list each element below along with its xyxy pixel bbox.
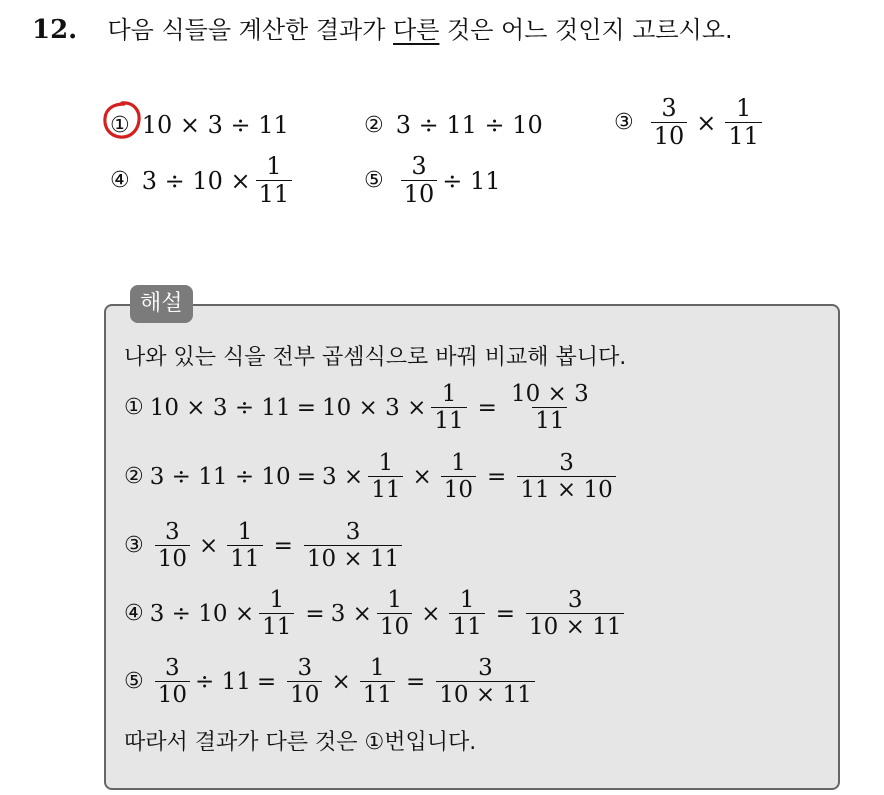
equals-sign: = bbox=[296, 394, 316, 421]
solution-conclusion bbox=[124, 725, 476, 756]
solution-line-5-fraction-b bbox=[360, 656, 395, 707]
fraction-denominator: 10 bbox=[651, 122, 688, 149]
choice-1-expression: 10 × 3 ÷ 11 bbox=[141, 111, 289, 139]
fraction-numerator: 3 bbox=[345, 519, 361, 545]
solution-line-4-fraction-a bbox=[377, 588, 412, 639]
fraction-numerator: 1 bbox=[370, 655, 385, 681]
fraction-numerator: 1 bbox=[269, 587, 285, 613]
solution-line-5-lhs: ÷ 11 bbox=[195, 668, 251, 695]
question-text-after: 것은 어느 것인지 고르시오. bbox=[439, 16, 733, 44]
solution-conclusion-text: 따라서 결과가 다른 것은 ①번입니다. bbox=[124, 730, 477, 755]
solution-line-3-fraction-b bbox=[227, 520, 262, 571]
fraction-denominator: 10 × 11 bbox=[436, 681, 534, 707]
solution-line-1-fraction bbox=[431, 382, 466, 433]
fraction-numerator: 3 bbox=[165, 655, 180, 681]
fraction-denominator: 10 × 11 bbox=[526, 613, 624, 639]
fraction-numerator: 1 bbox=[451, 450, 466, 476]
choice-3-number: ③ bbox=[614, 110, 634, 136]
fraction-numerator: 3 bbox=[661, 94, 677, 122]
fraction-numerator: 3 bbox=[297, 655, 313, 681]
fraction-denominator: 10 bbox=[287, 681, 322, 707]
solution-line-5-number: ⑤ bbox=[124, 669, 144, 695]
fraction-denominator: 11 bbox=[259, 613, 294, 639]
equals-sign: = bbox=[406, 668, 426, 695]
solution-line-2-fraction-a bbox=[368, 451, 403, 502]
fraction-numerator: 1 bbox=[441, 381, 457, 407]
solution-line-1-mid: 10 × 3 × bbox=[321, 394, 427, 421]
solution-line-4-fraction-0 bbox=[259, 588, 294, 639]
solution-line-4 bbox=[124, 588, 629, 639]
fraction-denominator: 11 bbox=[449, 613, 484, 639]
solution-line-2-mid: 3 × bbox=[321, 463, 364, 490]
solution-intro-text: 나와 있는 식을 전부 곱셈식으로 바꿔 비교해 봅니다. bbox=[124, 345, 627, 370]
question-text bbox=[108, 16, 733, 44]
equals-sign: = bbox=[273, 532, 293, 559]
fraction-denominator: 10 bbox=[377, 613, 412, 639]
choice-3-fraction-b bbox=[725, 96, 762, 149]
equals-sign: = bbox=[305, 600, 325, 627]
fraction-denominator: 10 × 11 bbox=[304, 545, 402, 571]
fraction-denominator: 10 bbox=[441, 476, 476, 502]
fraction-numerator: 10 × 3 bbox=[510, 381, 589, 407]
solution-line-2-fraction-b bbox=[441, 451, 476, 502]
choice-5-fraction bbox=[401, 154, 438, 207]
choice-2-number: ② bbox=[364, 112, 384, 138]
multiply-operator: × bbox=[412, 463, 432, 490]
solution-line-2-result bbox=[517, 451, 615, 502]
fraction-numerator: 1 bbox=[266, 152, 282, 180]
equals-sign: = bbox=[487, 463, 507, 490]
solution-line-2-lhs: 3 ÷ 11 ÷ 10 bbox=[149, 463, 291, 490]
multiply-operator: × bbox=[199, 532, 219, 559]
question-text-before: 다음 식들을 계산한 결과가 bbox=[107, 16, 394, 44]
equals-sign: = bbox=[495, 600, 516, 627]
choice-1-number: ① bbox=[110, 112, 130, 138]
fraction-numerator: 3 bbox=[165, 519, 180, 545]
solution-line-1-number: ① bbox=[124, 395, 144, 421]
solution-line-3-fraction-a bbox=[155, 520, 190, 571]
solution-line-4-result bbox=[526, 588, 624, 639]
question-number: 12. bbox=[32, 15, 78, 45]
solution-line-3-number: ③ bbox=[124, 533, 144, 559]
solution-line-2 bbox=[124, 451, 621, 502]
solution-line-5-result bbox=[436, 656, 534, 707]
choice-2[interactable] bbox=[364, 111, 543, 139]
fraction-numerator: 1 bbox=[387, 587, 402, 613]
multiply-operator: × bbox=[696, 108, 717, 137]
solution-line-4-lhs: 3 ÷ 10 × bbox=[149, 600, 255, 627]
multiply-operator: × bbox=[331, 668, 351, 695]
question-underlined-word: 다른 bbox=[393, 16, 440, 44]
fraction-denominator: 10 bbox=[155, 681, 190, 707]
fraction-denominator: 10 bbox=[401, 180, 438, 207]
solution-line-2-number: ② bbox=[124, 464, 144, 490]
choice-2-expression: 3 ÷ 11 ÷ 10 bbox=[395, 111, 543, 139]
solution-line-4-number: ④ bbox=[124, 601, 144, 627]
choice-4-fraction bbox=[256, 154, 293, 207]
fraction-denominator: 11 bbox=[256, 180, 293, 207]
solution-line-1 bbox=[124, 382, 597, 433]
equals-sign: = bbox=[477, 394, 497, 421]
fraction-numerator: 3 bbox=[567, 587, 583, 613]
fraction-numerator: 3 bbox=[559, 450, 574, 476]
solution-line-3-result bbox=[304, 520, 402, 571]
fraction-denominator: 10 bbox=[155, 545, 190, 571]
equals-sign: = bbox=[256, 668, 277, 695]
fraction-numerator: 3 bbox=[478, 655, 493, 681]
solution-line-4-fraction-b bbox=[449, 588, 484, 639]
solution-tag: 해설 bbox=[130, 285, 193, 323]
fraction-numerator: 3 bbox=[411, 152, 427, 180]
choice-5[interactable] bbox=[364, 154, 501, 207]
solution-line-5-fraction-0 bbox=[155, 656, 190, 707]
solution-line-1-result bbox=[508, 382, 592, 433]
solution-line-5 bbox=[124, 656, 540, 707]
choice-4-number: ④ bbox=[110, 168, 130, 194]
fraction-numerator: 1 bbox=[237, 519, 253, 545]
question-header bbox=[32, 10, 733, 45]
fraction-denominator: 11 bbox=[725, 122, 762, 149]
choice-3-fraction-a bbox=[651, 96, 688, 149]
equals-sign: = bbox=[296, 463, 316, 490]
fraction-numerator: 1 bbox=[736, 94, 752, 122]
choice-4-expression: 3 ÷ 10 × bbox=[141, 166, 251, 195]
solution-line-4-mid: 3 × bbox=[330, 600, 372, 627]
fraction-denominator: 11 bbox=[431, 407, 466, 433]
fraction-denominator: 11 bbox=[227, 545, 262, 571]
fraction-denominator: 11 bbox=[532, 407, 567, 433]
choice-3[interactable] bbox=[614, 96, 767, 149]
solution-line-3 bbox=[124, 520, 407, 571]
choice-5-number: ⑤ bbox=[364, 168, 384, 194]
solution-line-5-fraction-a bbox=[287, 656, 322, 707]
multiply-operator: × bbox=[421, 600, 441, 627]
choice-1[interactable] bbox=[110, 111, 289, 139]
fraction-denominator: 11 bbox=[360, 681, 395, 707]
fraction-numerator: 1 bbox=[459, 587, 475, 613]
solution-line-1-lhs: 10 × 3 ÷ 11 bbox=[149, 394, 291, 421]
choice-4[interactable] bbox=[110, 154, 297, 207]
choice-5-expression: ÷ 11 bbox=[442, 166, 501, 195]
solution-intro bbox=[124, 340, 626, 371]
fraction-numerator: 1 bbox=[378, 450, 394, 476]
fraction-denominator: 11 × 10 bbox=[517, 476, 615, 502]
fraction-denominator: 11 bbox=[368, 476, 403, 502]
